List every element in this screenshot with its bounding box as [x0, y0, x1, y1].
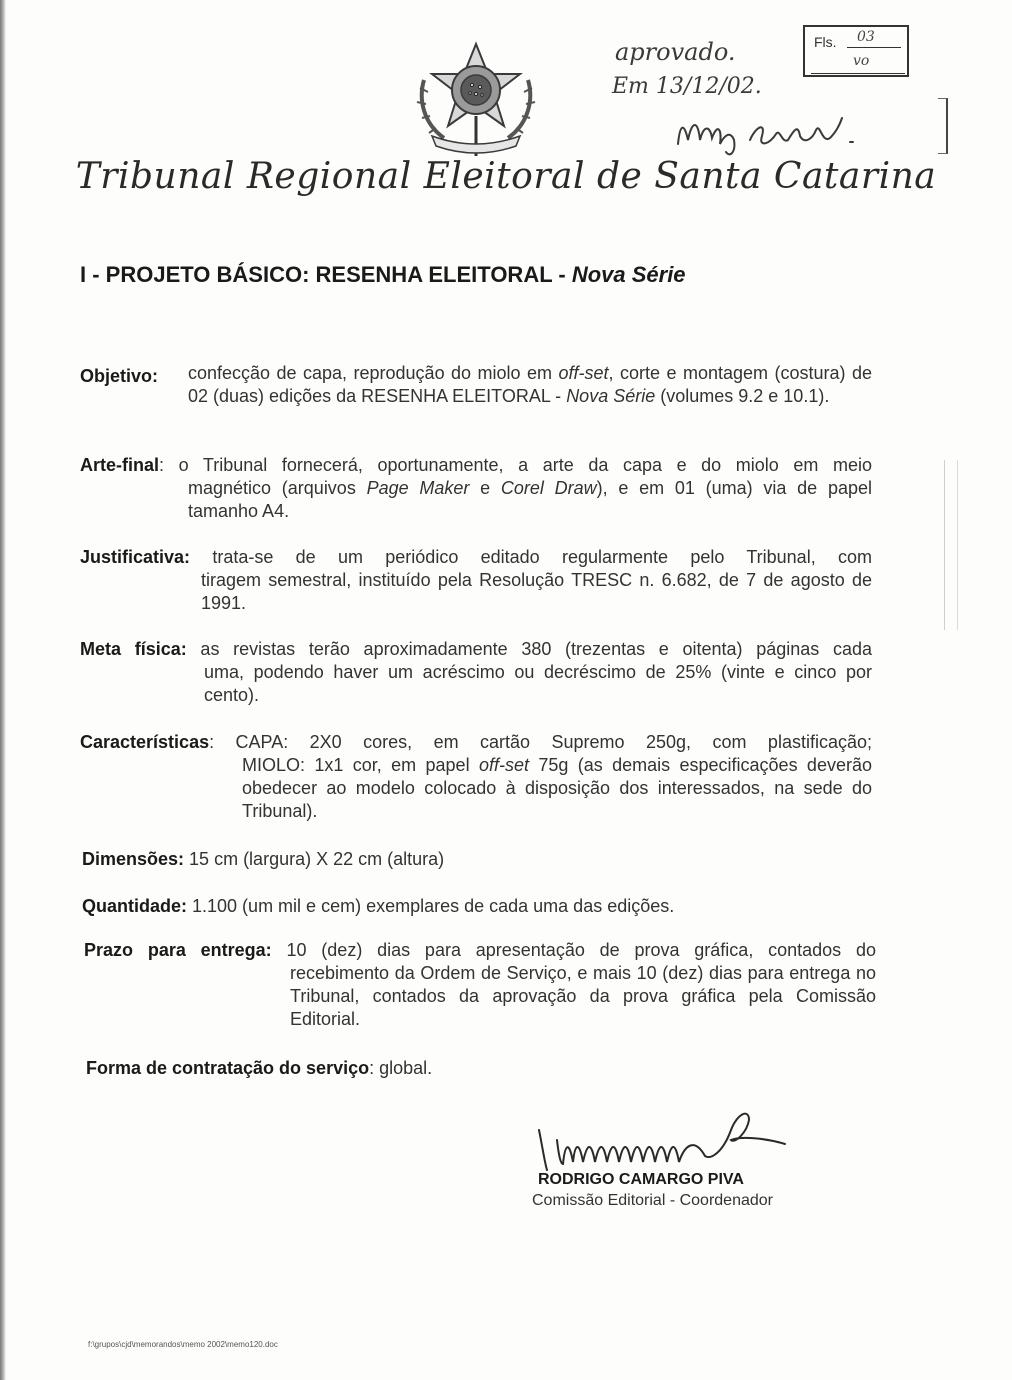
field-first-line	[80, 454, 872, 477]
institution-title: Tribunal Regional Eleitoral de Santa Catarina	[75, 156, 937, 197]
field-continuation: uma, podendo haver um acréscimo ou decréscimo de 25% (vinte e cinco por cento).	[204, 662, 872, 705]
field-first-line	[80, 638, 872, 661]
field-forma-contratacao	[86, 1057, 878, 1080]
text-italic: Page Maker	[366, 478, 470, 498]
scan-edge-shadow	[0, 0, 6, 1380]
handwritten-approval-line2: Em 13/12/02.	[612, 74, 762, 99]
field-arte-final	[80, 454, 872, 523]
stamp-bottom-line	[811, 73, 905, 74]
field-continuation	[80, 477, 872, 523]
text-part: : CAPA: 2X0 cores, em cartão Supremo 250g, com plastificação;	[209, 732, 872, 752]
signatory-name: RODRIGO CAMARGO PIVA	[538, 1171, 744, 1188]
text-part: magnético (arquivos	[188, 478, 367, 498]
text-part: trata-se de um periódico editado regularmente pelo Tribunal, com	[190, 547, 872, 567]
text-part: (volumes 9.2 e 10.1).	[655, 386, 830, 406]
stamp-rubric: vo	[853, 53, 870, 69]
field-continuation: tiragem semestral, instituído pela Resolução TRESC n. 6.682, de 7 de agosto de 1991.	[201, 570, 872, 613]
field-label: Prazo para entrega:	[84, 940, 272, 960]
handwritten-signature	[535, 1100, 795, 1172]
field-label: Arte-final	[80, 455, 160, 475]
text-part: MIOLO: 1x1 cor, em papel	[242, 755, 479, 775]
text-part: 1.100 (um mil e cem) exemplares de cada uma das edições.	[187, 896, 675, 916]
handwritten-signature-header	[670, 100, 890, 160]
heading-italic: Nova Série	[571, 262, 686, 287]
text-part: e	[469, 478, 501, 498]
stamp-line	[847, 47, 901, 48]
field-label: Meta física:	[80, 639, 187, 659]
text-part: 10 (dez) dias para apresentação de prova gráfica, contados do	[271, 940, 876, 960]
field-first-line	[80, 731, 872, 754]
field-first-line	[80, 546, 872, 569]
stamp-label: Fls.	[814, 34, 837, 50]
document-heading	[80, 262, 686, 288]
text-italic: Corel Draw	[500, 478, 597, 498]
field-prazo-entrega	[84, 939, 876, 1031]
text-part: ), e em 01 (uma) via de papel tamanho A4.	[188, 478, 872, 521]
field-continuation: recebimento da Ordem de Serviço, e mais 10 (dez) dias para entrega no Tribunal, contados da aprovação da prova gráfica pela Comissão Editorial.	[290, 963, 876, 1029]
heading-prefix: I - PROJETO BÁSICO: RESENHA ELEITORAL -	[80, 262, 572, 287]
scan-faint-lines	[944, 460, 958, 630]
text-part: as revistas terão aproximadamente 380 (trezentas e oitenta) páginas cada	[186, 639, 872, 659]
brazil-coat-of-arms-icon	[410, 40, 542, 162]
field-justificativa	[80, 546, 872, 615]
field-quantidade	[82, 895, 874, 918]
text-italic: off-set	[558, 363, 609, 383]
field-text	[188, 362, 872, 408]
field-label: Quantidade:	[82, 896, 188, 916]
field-label: Características	[80, 732, 210, 752]
handwritten-approval-line1: aprovado.	[615, 38, 736, 66]
scan-bracket-mark	[938, 98, 948, 154]
text-part: confecção de capa, reprodução do miolo em	[188, 363, 559, 383]
field-label: Forma de contratação do serviço	[86, 1058, 370, 1078]
text-italic: off-set	[478, 755, 529, 775]
field-label: Justificativa:	[80, 547, 191, 567]
text-part: 75g (as demais especificações deverão obedecer ao modelo colocado à disposição dos interessados, na sede do Tribunal).	[242, 755, 872, 821]
text-part: 15 cm (largura) X 22 cm (altura)	[184, 849, 445, 869]
field-first-line	[84, 939, 876, 962]
stamp-number: 03	[857, 29, 875, 45]
footer-file-path: f:\grupos\cjd\memorandos\memo 2002\memo120.doc	[88, 1340, 278, 1349]
text-part: : o Tribunal fornecerá, oportunamente, a arte da capa e do miolo em meio	[159, 455, 872, 475]
folio-stamp	[803, 25, 909, 77]
field-dimensoes	[82, 848, 874, 871]
text-part: : global.	[369, 1058, 433, 1078]
field-label: Dimensões:	[82, 849, 185, 869]
field-label: Objetivo:	[80, 366, 159, 386]
field-caracteristicas	[80, 731, 872, 823]
field-continuation	[80, 754, 872, 823]
signatory-role: Comissão Editorial - Coordenador	[532, 1192, 773, 1209]
text-italic: Nova Série	[566, 386, 656, 406]
text-part: , corte e montagem (costura) de 02 (duas) edições da RESENHA ELEITORAL -	[188, 363, 872, 406]
field-meta-fisica	[80, 638, 872, 707]
